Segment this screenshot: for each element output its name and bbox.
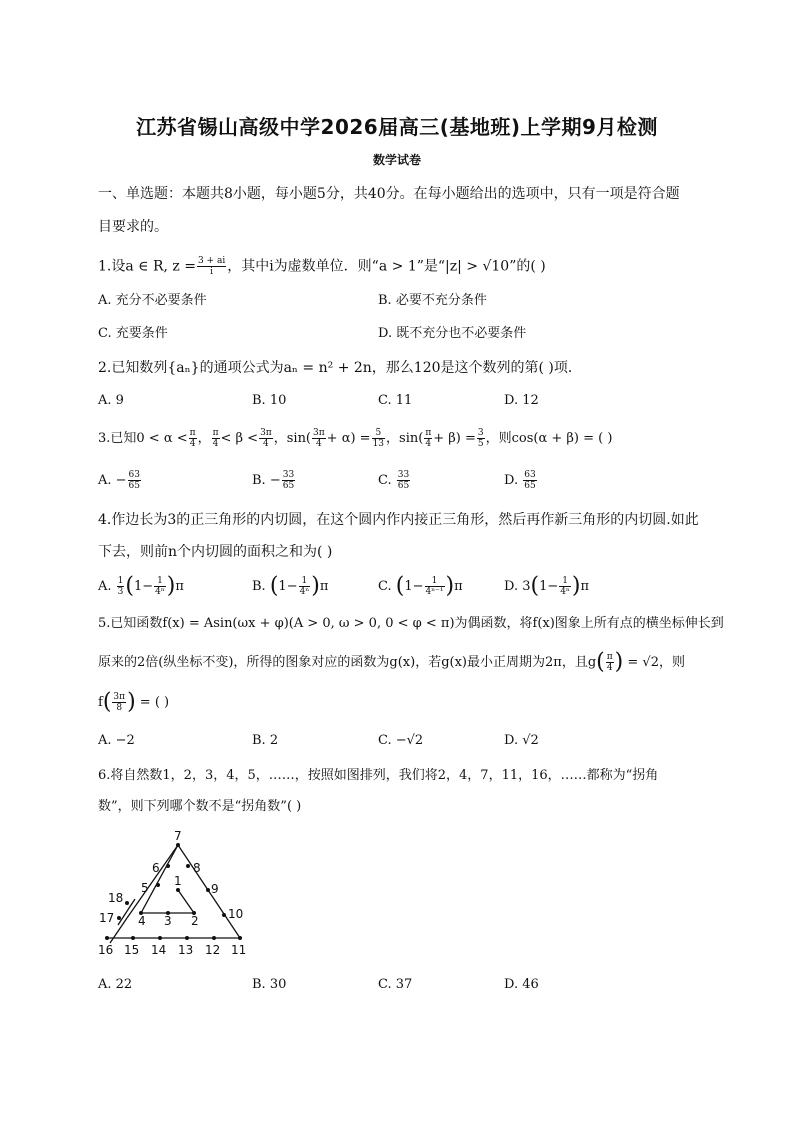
q1-option-b[interactable]: B. 必要不充分条件 — [378, 293, 487, 308]
q1-option-c[interactable]: C. 充要条件 — [98, 326, 168, 341]
q5-option-c[interactable]: C. −√2 — [378, 733, 424, 748]
fig-num-7: 7 — [174, 829, 182, 843]
q1-text-b: ，其中i为虚数单位．则“a > 1”是“|z| > √10”的( ) — [227, 258, 546, 275]
fig-num-1: 1 — [174, 874, 182, 888]
fig-num-16: 16 — [98, 943, 114, 957]
question-4-line-1: 4.作边长为3的正三角形的内切圆，在这个圆内作内接正三角形，然后再作新三角形的内切圆.如此 — [98, 512, 699, 528]
q4-option-b[interactable]: B. (1− $\frac{1}{\text{4ⁿ}}$ )π — [252, 573, 329, 599]
top-left-line — [141, 845, 178, 913]
q6-option-c[interactable]: C. 37 — [378, 977, 413, 992]
q2-option-c[interactable]: C. 11 — [378, 393, 413, 408]
q2-option-d[interactable]: D. 12 — [504, 393, 539, 408]
q3-option-d[interactable]: D. $\frac{63}{65}$ — [504, 470, 536, 491]
q4-option-d[interactable]: D. 3(1− $\frac{1}{\text{4ⁿ}}$ )π — [504, 573, 590, 599]
q4-option-c[interactable]: C. (1− $\frac{1}{\text{4ⁿ⁻¹}}$ )π — [378, 573, 463, 599]
question-4-line-2: 下去，则前n个内切圆的面积之和为( ) — [98, 544, 333, 560]
fig-num-5: 5 — [141, 881, 149, 895]
question-5-line-2: 原来的2倍(纵坐标不变)，所得的图象对应的函数为g(x)，若g(x)最小正周期为2π，且g( $\frac{\pi}{4}$ ) = √2，则 — [98, 649, 685, 675]
q1-option-a[interactable]: A. 充分不必要条件 — [98, 293, 207, 308]
fig-num-10: 10 — [228, 907, 244, 921]
fig-num-6: 6 — [152, 861, 160, 875]
fig-num-15: 15 — [124, 943, 140, 957]
q1-fraction: $\frac{3 + ai}{i}$ — [197, 256, 226, 277]
q2-option-b[interactable]: B. 10 — [252, 393, 287, 408]
section-heading-cont: 目要求的。 — [98, 219, 168, 235]
fig-num-11: 11 — [231, 943, 247, 957]
fig-num-2: 2 — [191, 914, 199, 928]
fig-num-12: 12 — [205, 943, 221, 957]
question-6-line-2: 数”，则下列哪个数不是“拐角数”( ) — [98, 799, 302, 814]
fig-num-8: 8 — [193, 861, 201, 875]
q2-option-a[interactable]: A. 9 — [98, 393, 124, 408]
fig-num-17: 17 — [99, 911, 115, 925]
page-subtitle: 数学试卷 — [372, 153, 421, 167]
q4-option-a[interactable]: A. $\frac{1}{3}$ (1− $\frac{1}{\text{4ⁿ}}$ )π — [98, 573, 184, 599]
page-title: 江苏省锡山高级中学2026届高三(基地班)上学期9月检测 — [136, 115, 658, 139]
question-3: 3.已知0 < α < $\frac{\pi}{4}$ ， $\frac{\pi}{4}$ < β < $\frac{3\pi}{4}$ ，sin( $\frac{3\pi}{4}$ + α) = $\frac{5}{13}$ ，sin( $\frac{\pi}{4}$ + β) = $\frac{3}{5}$ ，则cos(α + β) = ( ) — [98, 428, 613, 449]
q5-option-a[interactable]: A. −2 — [98, 733, 135, 748]
q5-option-b[interactable]: B. 2 — [252, 733, 279, 748]
fig-num-3: 3 — [164, 914, 172, 928]
fig-num-13: 13 — [178, 943, 194, 957]
q1-option-d[interactable]: D. 既不充分也不必要条件 — [378, 326, 527, 341]
question-5-line-3: f( $\frac{3\pi}{8}$ ) = ( ) — [98, 689, 170, 715]
q6-option-d[interactable]: D. 46 — [504, 977, 539, 992]
question-2: 2.已知数列{aₙ}的通项公式为aₙ = n² + 2n，那么120是这个数列的第( )项． — [98, 360, 582, 376]
q3-option-b[interactable]: B. − $\frac{33}{65}$ — [252, 470, 295, 491]
question-6-line-1: 6.将自然数1，2，3，4，5，……，按照如图排列，我们将2，4，7，11，16，……都称为“拐角 — [98, 768, 659, 783]
fig-num-18: 18 — [108, 891, 124, 905]
q5-option-d[interactable]: D. √2 — [504, 733, 539, 748]
fig-num-14: 14 — [151, 943, 167, 957]
question-5-line-1: 5.已知函数f(x) = Asin(ωx + φ)(A > 0, ω > 0, 0 < φ < π)为偶函数，将f(x)图象上所有点的横坐标伸长到 — [98, 616, 724, 631]
triangle-figure — [90, 825, 260, 965]
q6-option-b[interactable]: B. 30 — [252, 977, 287, 992]
q3-option-a[interactable]: A. − $\frac{63}{65}$ — [98, 470, 140, 491]
inner-triangle — [141, 890, 194, 913]
q6-option-a[interactable]: A. 22 — [98, 977, 133, 992]
q1-text-a: 1.设a ∈ R, z = — [98, 258, 196, 275]
q3-option-c[interactable]: C. $\frac{33}{65}$ — [378, 470, 410, 491]
section-heading: 一、单选题：本题共8小题，每小题5分，共40分。在每小题给出的选项中，只有一项是符合题 — [98, 186, 680, 202]
fig-num-4: 4 — [138, 914, 146, 928]
outer-triangle — [107, 845, 240, 938]
question-1 — [98, 256, 546, 277]
fig-num-9: 9 — [211, 882, 219, 896]
